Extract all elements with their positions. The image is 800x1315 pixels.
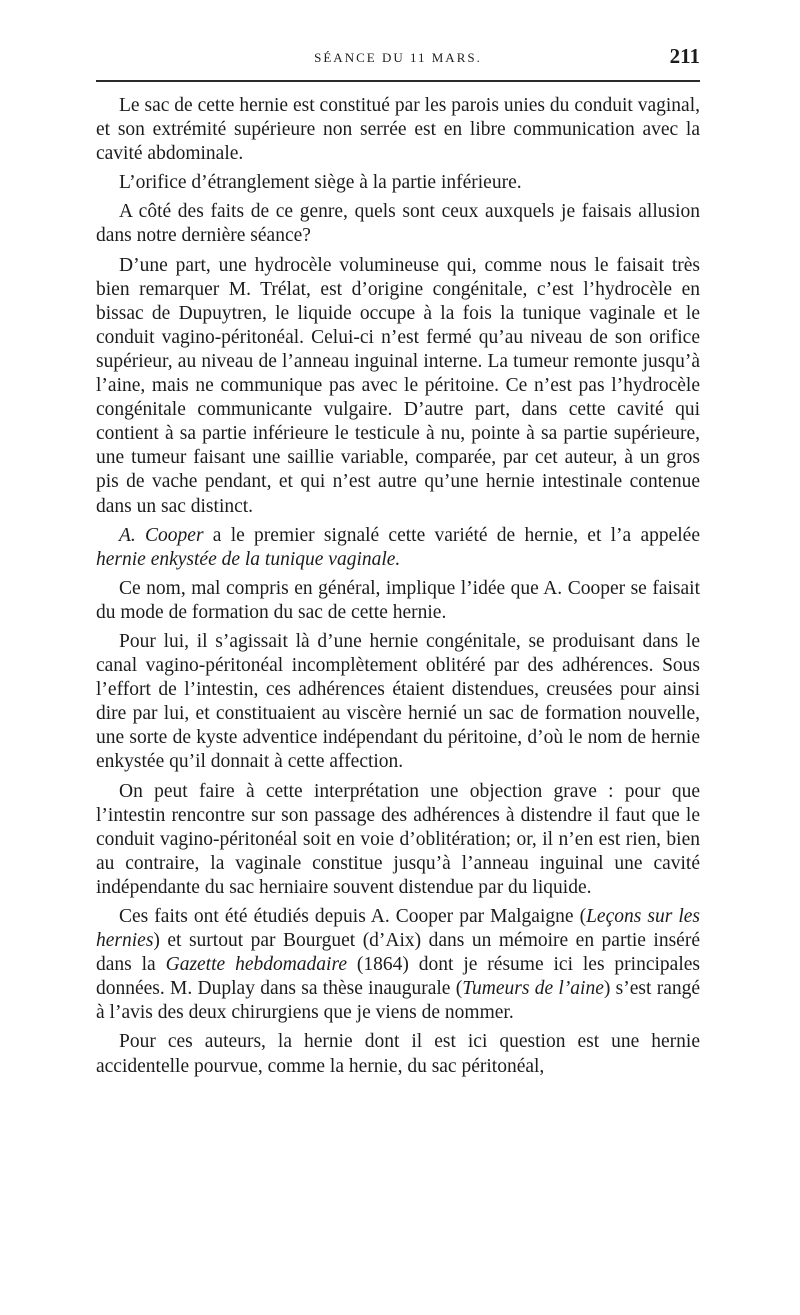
body-text	[96, 94, 700, 1084]
paragraph-text: A côté des faits de ce genre, quels sont ceux auxquels je faisais allusion dans notre dernière séance?	[96, 201, 700, 247]
paragraph-text: On peut faire à cette interprétation une objection grave : pour que l’intestin rencontre sur son passage des adhérences à distendre il faut que le conduit vagino-péritonéal soit en voie d’oblitération; or, il n’en est rien, bien au contraire, la vaginale constitue jusqu’à l’anneau inguinal une cavité indépendante du sac herniaire souvent distendue par du liquide.	[96, 780, 700, 898]
page-number: 211	[669, 44, 700, 68]
paragraph-text: ) s’est rangé à l’avis des deux chirurgiens que je viens de nommer.	[96, 978, 701, 1024]
paragraph	[96, 577, 700, 625]
paragraph	[96, 905, 700, 1025]
paragraph	[96, 1030, 700, 1078]
italic-text: A. Cooper	[119, 524, 204, 546]
paragraph	[96, 254, 700, 519]
running-head	[96, 44, 700, 74]
paragraph	[96, 171, 700, 195]
paragraph-text: (1864) dont je résume ici les principales données. M. Duplay dans sa thèse inaugurale (	[96, 954, 700, 1000]
paragraph-text: ) et surtout par Bourguet (d’Aix) dans un mémoire en partie inséré dans la	[96, 930, 700, 976]
italic-text: Tumeurs de l’aine	[462, 978, 604, 1000]
paragraph-text: Pour lui, il s’agissait là d’une hernie congénitale, se produisant dans le canal vagino-péritonéal incomplètement oblitéré par des adhérences. Sous l’effort de l’intestin, ces adhérences étaient distendues, creusées pour ainsi dire par lui, et constituaient au viscère hernié un sac de formation nouvelle, une sorte de kyste adventice indépendant du péritoine, d’où le nom de hernie enkystée qu’il donnait à cette affection.	[96, 630, 700, 773]
paragraph-text: Ces faits ont été étudiés depuis A. Cooper par Malgaigne (	[119, 906, 587, 927]
paragraph-text: Ce nom, mal compris en général, implique l’idée que A. Cooper se faisait du mode de formation du sac de cette hernie.	[96, 577, 700, 623]
paragraph-text: Pour ces auteurs, la hernie dont il est ici question est une hernie accidentelle pourvue, comme la hernie, du sac péritonéal,	[96, 1031, 700, 1077]
running-title: SÉANCE DU 11 MARS.	[314, 50, 482, 65]
paragraph	[96, 630, 700, 775]
paragraph	[96, 200, 700, 248]
paragraph	[96, 524, 700, 572]
italic-text: hernie enkystée de la tunique vaginale.	[96, 548, 401, 570]
header-rule	[96, 80, 700, 82]
paragraph-text: D’une part, une hydrocèle volumineuse qui, comme nous le faisait très bien remarquer M. Trélat, est d’origine congénitale, c’est l’hydrocèle en bissac de Dupuytren, le liquide occupe à la fois la tunique vaginale et le conduit vagino-péritonéal. Celui-ci n’est fermé qu’au niveau de son orifice supérieur, au niveau de l’anneau inguinal interne. La tumeur remonte jusqu’à l’aine, mais ne communique pas avec le péritoine. Ce n’est pas l’hydrocèle congénitale communicante vulgaire. D’autre part, dans cette cavité qui contient à sa partie inférieure le testicule à nu, pointe à sa partie supérieure, une tumeur faisant une saillie variable, comparée, par cet auteur, à un gros pis de vache pendant, et qui n’est autre qu’une hernie intestinale contenue dans un sac distinct.	[96, 254, 700, 517]
paragraph	[96, 780, 700, 900]
paragraph-text: Le sac de cette hernie est constitué par les parois unies du conduit vaginal, et son extrémité supérieure non serrée est en libre communication avec la cavité abdominale.	[96, 95, 700, 165]
italic-text: Gazette hebdomadaire	[165, 954, 347, 976]
paragraph-text: a le premier signalé cette variété de hernie, et l’a appelée	[203, 524, 700, 546]
paragraph-text: L’orifice d’étranglement siège à la partie inférieure.	[119, 172, 522, 194]
italic-text: Leçons sur les hernies	[96, 906, 700, 952]
paragraph	[96, 94, 700, 166]
